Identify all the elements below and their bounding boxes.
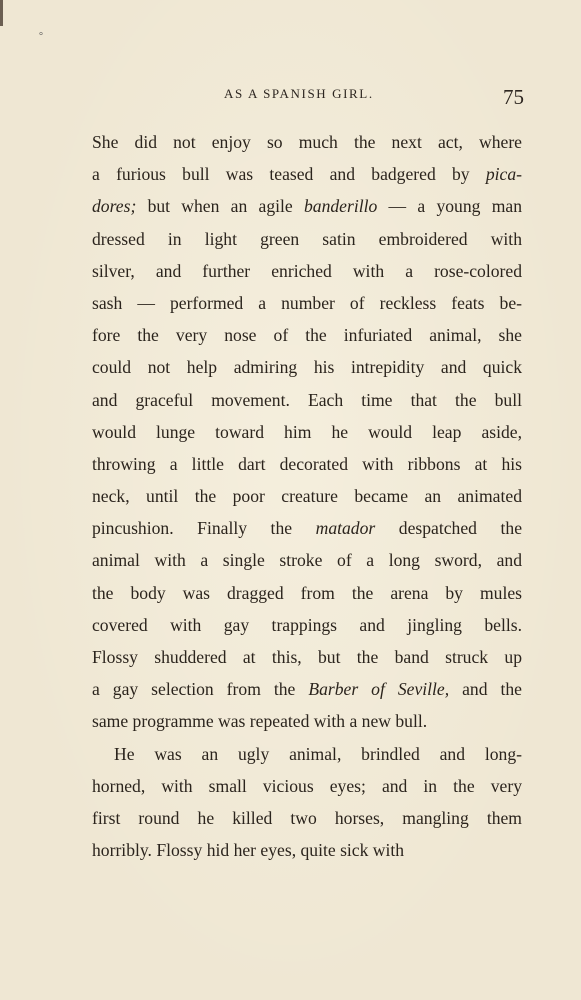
- text-line: [92, 384, 522, 416]
- text-line: [92, 255, 522, 287]
- text-line: [92, 609, 522, 641]
- text-segment: could not help admiring his intrepidity and quick: [92, 357, 522, 378]
- text-line: [92, 834, 522, 866]
- body-text: [92, 126, 522, 866]
- text-segment: dressed in light green satin embroidered with: [92, 228, 522, 249]
- text-line: [92, 351, 522, 383]
- text-line: [92, 480, 522, 512]
- text-segment: fore the very nose of the infuriated animal, she: [92, 325, 522, 346]
- text-segment: silver, and further enriched with a rose-colored: [92, 260, 522, 281]
- text-segment: Flossy shuddered at this, but the band struck up: [92, 647, 522, 667]
- text-segment: and the: [449, 679, 522, 700]
- text-line: [92, 287, 522, 319]
- text-line: [92, 223, 522, 255]
- text-line: [92, 126, 522, 158]
- italic-segment: matador: [315, 518, 376, 539]
- text-line: [92, 448, 522, 480]
- text-segment: pincushion. Finally the: [92, 518, 316, 539]
- page-edge-mark: [0, 0, 3, 26]
- text-segment: same programme was repeated with a new bull.: [92, 711, 428, 732]
- italic-segment: dores;: [92, 196, 137, 217]
- text-segment: a gay selection from the: [92, 679, 309, 700]
- text-segment: the body was dragged from the arena by mules: [92, 582, 522, 603]
- text-line: [92, 319, 522, 351]
- text-segment: and graceful movement. Each time that the bull: [92, 389, 522, 410]
- ink-speck: °: [39, 31, 43, 42]
- running-head: AS A SPANISH GIRL.: [224, 86, 374, 101]
- text-line: [92, 673, 522, 705]
- text-segment: neck, until the poor creature became an animated: [92, 486, 522, 507]
- text-segment: throwing a little dart decorated with ribbons at his: [92, 453, 522, 474]
- text-line: [92, 705, 522, 737]
- text-line: [92, 770, 522, 802]
- text-line: [92, 641, 522, 673]
- text-segment: first round he killed two horses, mangling them: [92, 807, 522, 828]
- page-number: 75: [503, 85, 524, 109]
- italic-segment: pica-: [485, 164, 522, 185]
- text-segment: despatched the: [375, 518, 522, 539]
- text-line: [92, 802, 522, 834]
- text-line: [92, 416, 522, 448]
- text-line: [92, 738, 522, 770]
- text-segment: horned, with small vicious eyes; and in the very: [92, 775, 522, 796]
- text-line: [92, 190, 522, 222]
- text-segment: She did not enjoy so much the next act, where: [92, 132, 522, 152]
- text-segment: a furious bull was teased and badgered by: [92, 164, 486, 185]
- text-line: [92, 577, 522, 609]
- text-segment: animal with a single stroke of a long sword, and: [92, 550, 522, 571]
- text-line: [92, 158, 522, 190]
- text-segment: sash — performed a number of reckless feats be-: [92, 292, 522, 313]
- text-segment: but when an agile: [136, 196, 304, 217]
- text-segment: — a young man: [377, 196, 522, 217]
- text-segment: horribly. Flossy hid her eyes, quite sick with: [92, 840, 405, 861]
- text-segment: would lunge toward him he would leap aside,: [92, 421, 522, 442]
- text-line: [92, 512, 522, 544]
- text-line: [92, 544, 522, 576]
- text-segment: covered with gay trappings and jingling bells.: [92, 614, 522, 635]
- italic-segment: banderillo: [303, 196, 378, 217]
- text-segment: He was an ugly animal, brindled and long-: [114, 743, 522, 764]
- italic-segment: Barber of Seville,: [308, 679, 450, 700]
